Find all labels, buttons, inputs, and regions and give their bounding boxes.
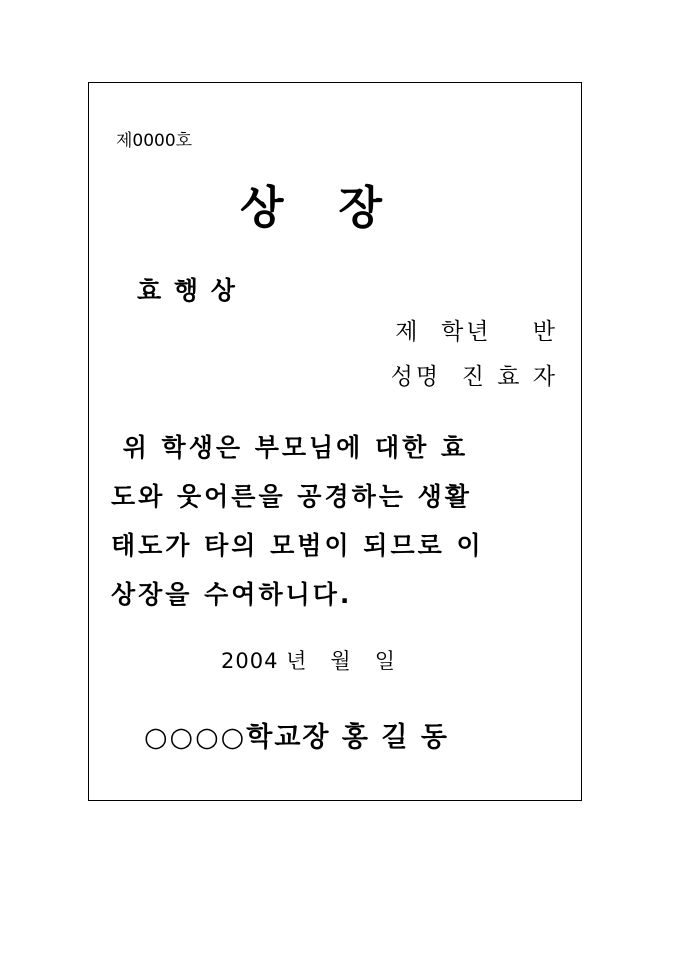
principal-signature: ○○○○학교장 홍 길 동	[144, 722, 449, 753]
certificate-number: 제0000호	[116, 131, 193, 151]
award-name: 효 행 상	[137, 276, 237, 305]
body-line: 태도가 타의 모범이 되므로 이	[111, 531, 484, 560]
body-line: 위 학생은 부모님에 대한 효	[111, 433, 469, 462]
recipient-name-line: 성명 진 효 자	[390, 364, 558, 390]
body-line: 상장을 수여하니다.	[111, 580, 353, 609]
certificate-date: 2004 년 월 일	[221, 649, 397, 673]
certificate-frame	[88, 82, 582, 801]
body-line: 도와 웃어른을 공경하는 생활	[111, 482, 472, 511]
certificate-title: 상 장	[240, 181, 384, 234]
certificate-body	[111, 423, 563, 619]
grade-class-line: 제 학년 반	[395, 319, 558, 345]
